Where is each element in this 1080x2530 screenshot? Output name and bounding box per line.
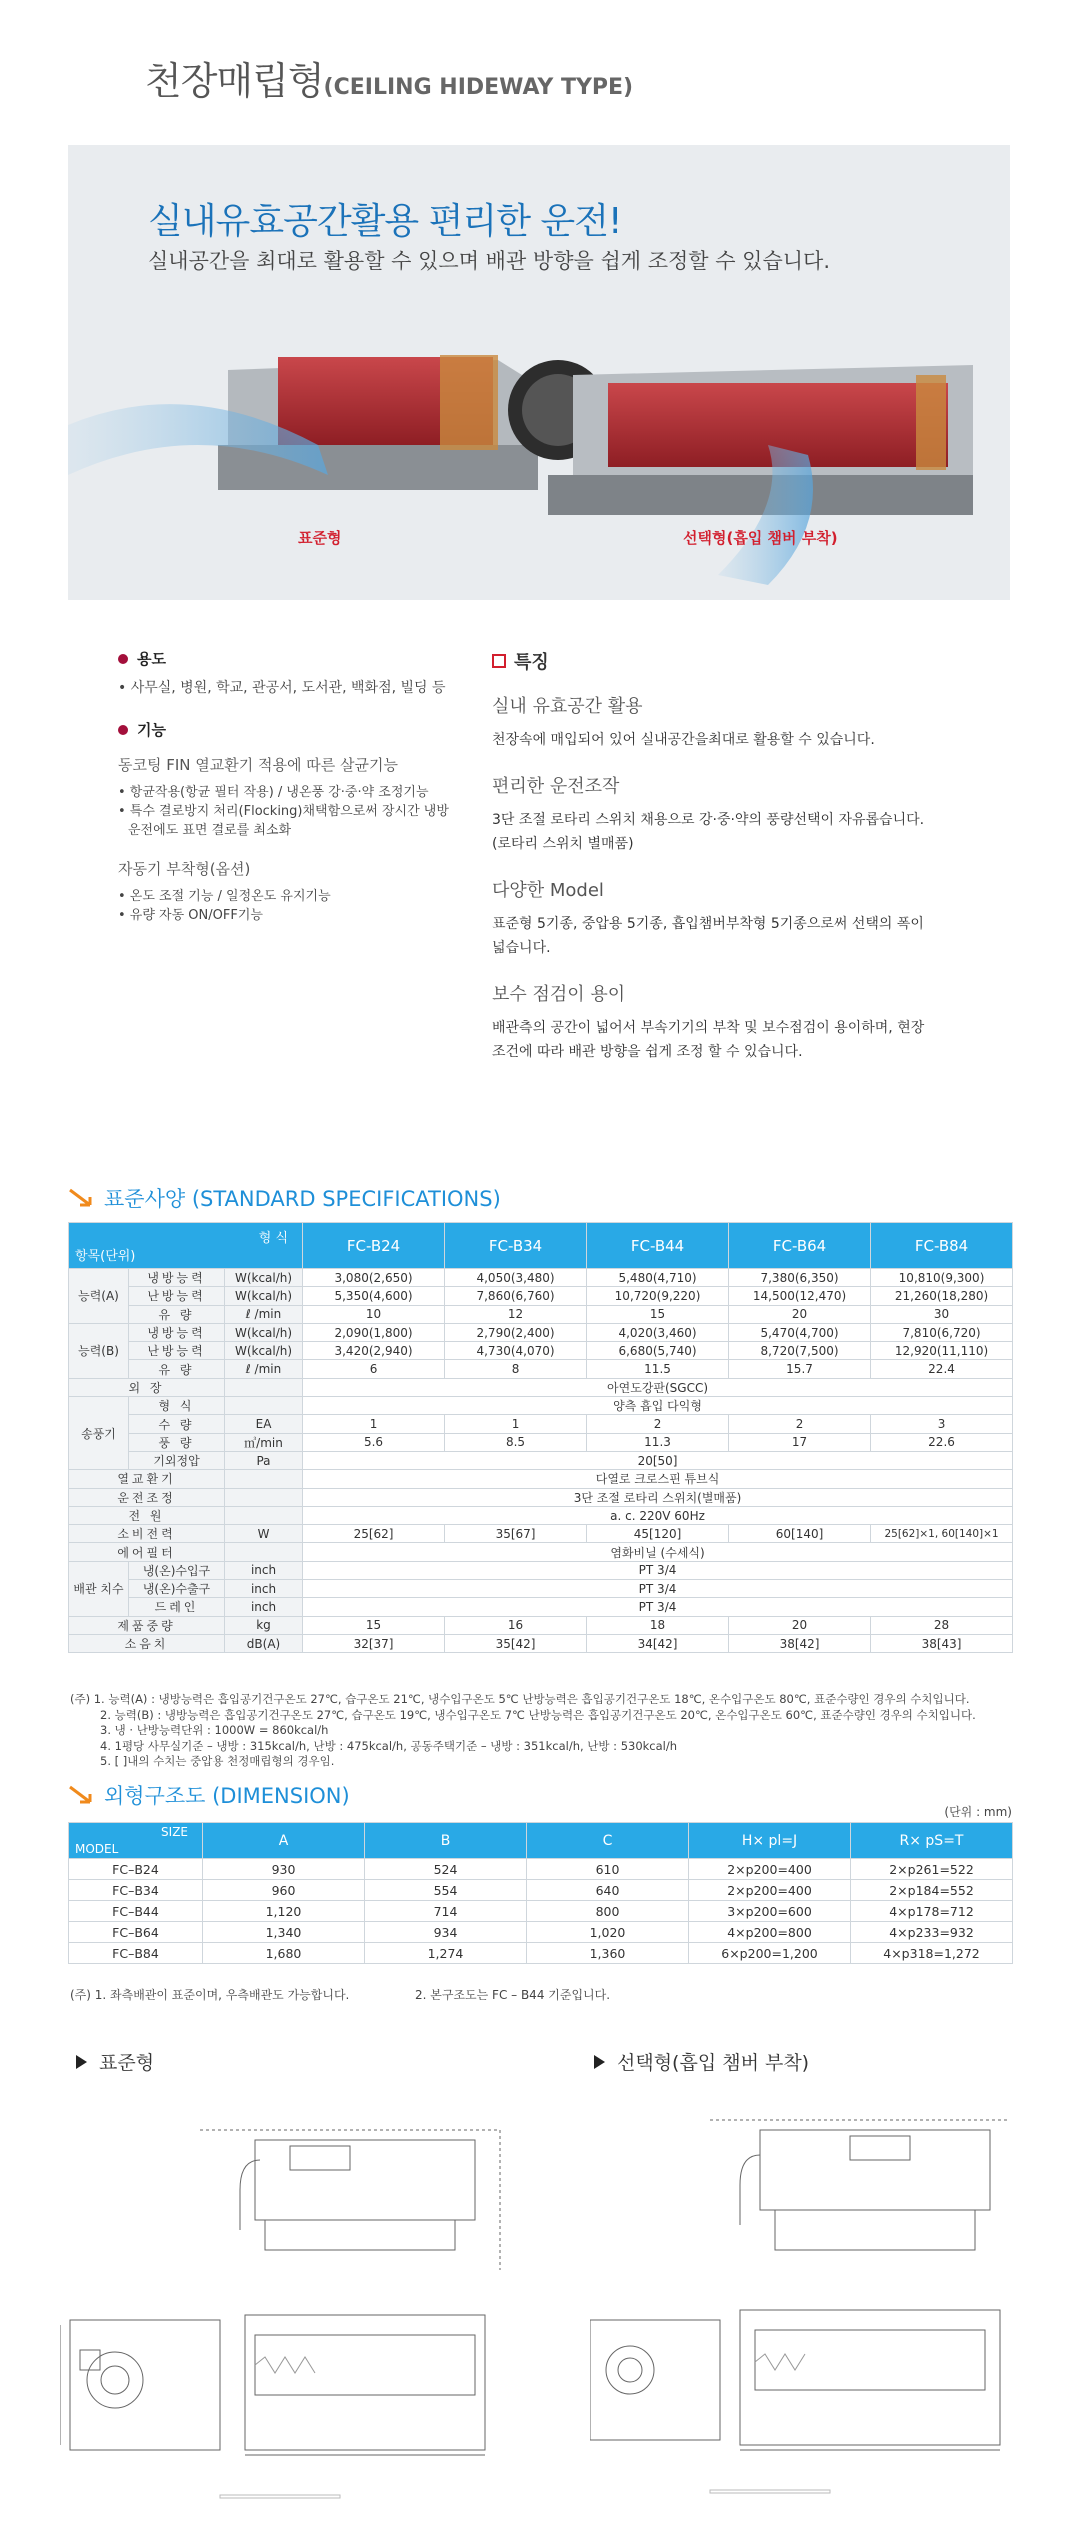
dimension-table xyxy=(68,1822,1013,1964)
model-header: FC-B64 xyxy=(729,1223,871,1269)
table-row: 수 량 EA 1 1 2 2 3 xyxy=(69,1415,1013,1433)
bullet-dot-icon xyxy=(118,654,128,664)
feature-desc: 배관측의 공간이 넓어서 부속기기의 부착 및 보수점검이 용이하며, 현장조건에 따라 배관 방향을 쉽게 조정 할 수 있습니다. xyxy=(492,1020,925,1060)
features-heading: 특징 xyxy=(492,648,932,674)
auto-item: • 유량 자동 ON/OFF기능 xyxy=(118,908,263,923)
table-row: 능력(A) 냉방능력 W(kcal/h) 3,080(2,650) 4,050(3,480) 5,480(4,710) 7,380(6,350) 10,810(9,300) xyxy=(69,1269,1013,1287)
feature-title: 편리한 운전조작 xyxy=(492,776,620,797)
page-title xyxy=(145,50,633,105)
feature-title: 다양한 Model xyxy=(492,880,604,901)
table-row: 운전조정 3단 조절 로타리 스위치(별매품) xyxy=(69,1488,1013,1506)
feature-title: 보수 점검이 용이 xyxy=(492,984,626,1005)
arrow-icon xyxy=(68,1188,94,1208)
note-line: 4. 1평당 사무실기준 – 냉방 : 315kcal/h, 난방 : 475kcal/h, 공동주택기준 – 냉방 : 351kcal/h, 난방 : 530kcal/h xyxy=(100,1738,678,1753)
table-row: FC–B44 1,120 714 800 3×p200=600 4×p178=712 xyxy=(69,1901,1013,1922)
chamber-drawing xyxy=(590,2100,1030,2500)
feature-desc: 3단 조절 로타리 스위치 채용으로 강·중·약의 풍량선택이 자유롭습니다. (로타리 스위치 별매품) xyxy=(492,812,925,852)
note-line: 5. [ ]내의 수치는 중압용 천정매립형의 경우임. xyxy=(100,1754,335,1768)
triangle-icon xyxy=(76,2055,87,2069)
table-header-row xyxy=(69,1223,1013,1269)
note-line: (주) 1. 능력(A) : 냉방능력은 흡입공기건구온도 27℃, 습구온도 21℃, 냉수입구온도 5℃ 난방능력은 흡입공기건구온도 18℃, 온수입구온도 80℃, 표준수량인 경우의 수치입니다. xyxy=(70,1692,970,1706)
fin-item: • 특수 결로방지 처리(Flocking)채택함으로써 장시간 냉방 운전에도 표면 결로를 최소화 xyxy=(118,804,449,838)
table-row: 소비전력 W 25[62] 35[67] 45[120] 60[140] 25[62]×1, 60[140]×1 xyxy=(69,1525,1013,1543)
table-row: FC–B64 1,340 934 1,020 4×p200=800 4×p233=932 xyxy=(69,1922,1013,1943)
drawing-title-chamber: 선택형(흡입 챔버 부착) xyxy=(594,2048,809,2075)
table-row: 냉(온)수출구 inch PT 3/4 xyxy=(69,1580,1013,1598)
feature-desc: 천장속에 매입되어 있어 실내공간을최대로 활용할 수 있습니다. xyxy=(492,732,875,748)
hero-headline: 실내유효공간활용 편리한 운전! xyxy=(148,201,622,242)
spec-title: 표준사양 (STANDARD SPECIFICATIONS) xyxy=(68,1183,501,1213)
standard-drawing xyxy=(60,2100,530,2500)
table-row: 기외정압 Pa 20[50] xyxy=(69,1451,1013,1469)
hero-banner xyxy=(68,145,1010,600)
caption-chamber: 선택형(흡입 챔버 부착) xyxy=(683,529,838,547)
model-header: FC-B84 xyxy=(871,1223,1013,1269)
table-row: 에어필터 염화비닐 (수세식) xyxy=(69,1543,1013,1561)
table-row: 난방능력 W(kcal/h) 3,420(2,940) 4,730(4,070) 6,680(5,740) 8,720(7,500) 12,920(11,110) xyxy=(69,1342,1013,1360)
fin-title: 동코팅 FIN 열교환기 적용에 따른 살균기능 xyxy=(118,756,398,774)
triangle-icon xyxy=(594,2055,605,2069)
table-row: FC–B34 960 554 640 2×p200=400 2×p184=552 xyxy=(69,1880,1013,1901)
note-line: (주) 1. 좌측배관이 표준이며, 우측배관도 가능합니다. xyxy=(70,1988,350,2002)
unit-note: (단위 : mm) xyxy=(944,1805,1012,1819)
note-line: 2. 능력(B) : 냉방능력은 흡입공기건구온도 27℃, 습구온도 19℃, 냉수입구온도 7℃ 난방능력은 흡입공기건구온도 20℃, 온수입구온도 60℃, 표준수량인 경우의 수치입니다. xyxy=(100,1707,976,1722)
feature-title: 실내 유효공간 활용 xyxy=(492,696,643,717)
table-row: 전 원 a. c. 220V 60Hz xyxy=(69,1506,1013,1524)
uses-heading: 용도 xyxy=(118,648,458,669)
table-header-row: SIZE MODEL A B C H× pl=J R× pS=T xyxy=(69,1823,1013,1859)
product-illustration xyxy=(68,145,1010,600)
note-line: 3. 냉 · 난방능력단위 : 1000W = 860kcal/h xyxy=(100,1723,329,1737)
header-corner: 항목(단위) 형 식 xyxy=(69,1223,303,1269)
table-row: FC–B24 930 524 610 2×p200=400 2×p261=522 xyxy=(69,1859,1013,1880)
table-row: 풍 량 ㎥/min 5.6 8.5 11.3 17 22.6 xyxy=(69,1433,1013,1451)
features-section xyxy=(492,648,932,1084)
table-row: 소음치 dB(A) 32[37] 35[42] 34[42] 38[42] 38[43] xyxy=(69,1634,1013,1652)
page-title-ko: 천장매립형 xyxy=(145,59,324,103)
uses-section xyxy=(118,648,458,925)
table-row: 능력(B) 냉방능력 W(kcal/h) 2,090(1,800) 2,790(2,400) 4,020(3,460) 5,470(4,700) 7,810(6,720) xyxy=(69,1323,1013,1341)
table-row: 제품중량 kg 15 16 18 20 28 xyxy=(69,1616,1013,1634)
bullet-dot-icon xyxy=(118,725,128,735)
table-row: 외 장 아연도강판(SGCC) xyxy=(69,1378,1013,1396)
func-heading: 기능 xyxy=(118,719,458,740)
auto-item: • 온도 조절 기능 / 일정온도 유지기능 xyxy=(118,889,331,904)
auto-title: 자동기 부착형(옵션) xyxy=(118,860,251,878)
table-row: 난방능력 W(kcal/h) 5,350(4,600) 7,860(6,760) 10,720(9,220) 14,500(12,470) 21,260(18,280) xyxy=(69,1287,1013,1305)
caption-standard: 표준형 xyxy=(298,529,342,547)
table-row: 배관 치수 냉(온)수입구 inch PT 3/4 xyxy=(69,1561,1013,1579)
arrow-icon xyxy=(68,1785,94,1805)
table-row: FC–B84 1,680 1,274 1,360 6×p200=1,200 4×p318=1,272 xyxy=(69,1943,1013,1964)
header-corner: SIZE MODEL xyxy=(69,1823,203,1859)
table-row: 유 량 ℓ /min 6 8 11.5 15.7 22.4 xyxy=(69,1360,1013,1378)
hero-subline: 실내공간을 최대로 활용할 수 있으며 배관 방향을 쉽게 조정할 수 있습니다. xyxy=(148,249,831,273)
spec-notes xyxy=(70,1692,976,1770)
table-row: 유 량 ℓ /min 10 12 15 20 30 xyxy=(69,1305,1013,1323)
fin-item: • 항균작용(항균 필터 작용) / 냉온풍 강·중·약 조정기능 xyxy=(118,785,429,800)
table-row: 드레인 inch PT 3/4 xyxy=(69,1598,1013,1616)
uses-text: • 사무실, 병원, 학교, 관공서, 도서관, 백화점, 빌딩 등 xyxy=(118,680,446,696)
drawing-title-standard: 표준형 xyxy=(76,2048,154,2075)
model-header: FC-B24 xyxy=(303,1223,445,1269)
page-title-en: (CEILING HIDEWAY TYPE) xyxy=(323,75,634,100)
table-row: 열교환기 다열로 크로스핀 튜브식 xyxy=(69,1470,1013,1488)
table-row: 송풍기 형 식 양측 흡입 다익형 xyxy=(69,1397,1013,1415)
model-header: FC-B44 xyxy=(587,1223,729,1269)
note-line: 2. 본구조도는 FC – B44 기준입니다. xyxy=(415,1988,611,2002)
model-header: FC-B34 xyxy=(445,1223,587,1269)
square-icon xyxy=(492,654,506,668)
feature-desc: 표준형 5기종, 중압용 5기종, 흡입챔버부착형 5기종으로써 선택의 폭이 넓습니다. xyxy=(492,916,924,956)
spec-table xyxy=(68,1222,1013,1653)
dimension-title: 외형구조도 (DIMENSION) xyxy=(68,1780,350,1810)
